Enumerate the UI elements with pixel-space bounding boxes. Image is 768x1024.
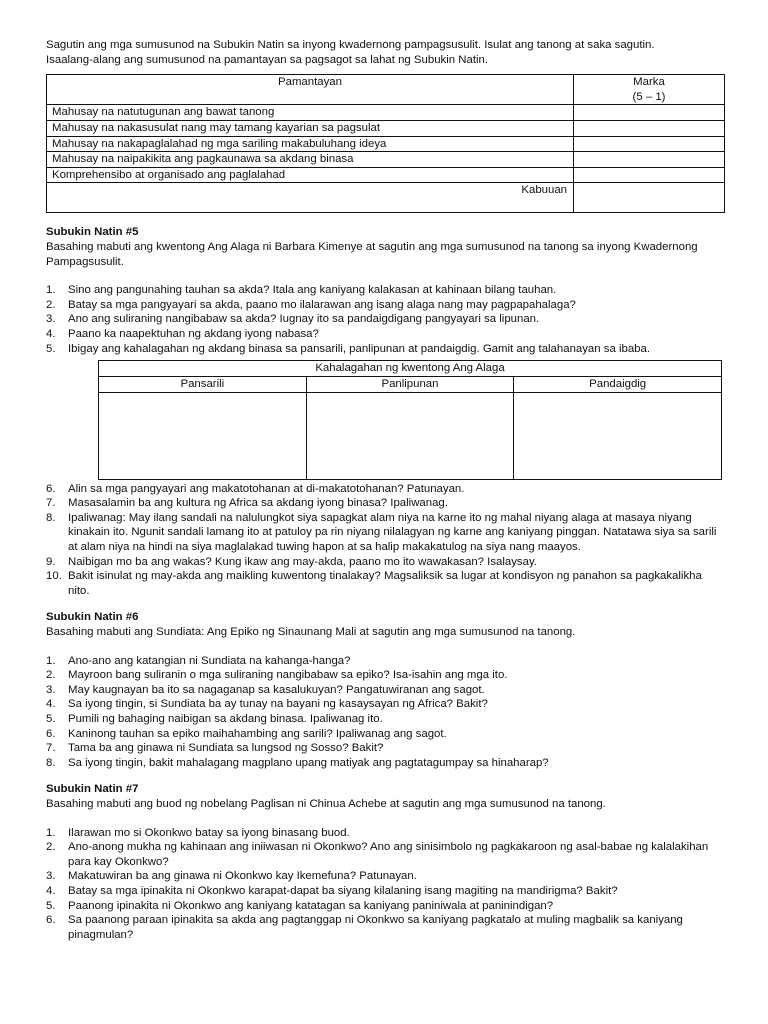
question-text: Ano ang suliraning nangibabaw sa akda? Iugnay ito sa pandaigdigang pangyayari sa lipunan. (68, 313, 540, 326)
section-6-title: Subukin Natin #6 (46, 611, 139, 624)
rubric-header-score-range: (5 – 1) (632, 90, 666, 103)
question-number: 2. (46, 298, 56, 311)
question-text: Ipaliwanag: May ilang sandali na nalulungkot siya sapagkat alam niya na karne ito ng mahal niyang alaga at masaya niyang kinakain ito. Ngunit sandali lamang ito at patuloy pa rin niyang nilalagyan ng karne ang kaniyang pinggan. Natatawa siya sa sarili at alam niya na hindi na siya maglalakad tuwing hapon at sa halip makakatulog na siya nang maayos. (68, 511, 717, 554)
rubric-criterion: Mahusay na naipakikita ang pagkaunawa sa akdang binasa (47, 152, 574, 168)
values-table-caption: Kahalagahan ng kwentong Ang Alaga (99, 361, 722, 377)
question-text: Mayroon bang suliranin o mga suliraning nangibabaw sa epiko? Isa-isahin ang mga ito. (68, 669, 508, 682)
question-item (46, 654, 726, 669)
section-7 (46, 782, 726, 942)
question-text: Alin sa mga pangyayari ang makatotohanan at di-makatotohanan? Patunayan. (68, 482, 465, 495)
values-answer-row (99, 392, 722, 479)
question-item (46, 712, 726, 727)
section-6-questions (46, 654, 726, 771)
question-number: 8. (46, 511, 56, 524)
question-number: 5. (46, 342, 56, 355)
values-col-pandaigdig: Pandaigdig (514, 377, 722, 393)
question-text: Batay sa mga pangyayari sa akda, paano mo ilalarawan ang isang alaga nang may pagpapahalaga? (68, 298, 576, 311)
question-text: Paanong ipinakita ni Okonkwo ang kaniyang katatagan sa kaniyang paniniwala at paninindigan? (68, 899, 554, 912)
question-text: Sa iyong tingin, bakit mahalagang magplano upang matiyak ang pagtatagumpay sa hinaharap? (68, 756, 549, 769)
values-caption-row (99, 361, 722, 377)
question-text: Batay sa mga ipinakita ni Okonkwo karapat-dapat ba siyang kilalaning isang magiting na mandirigma? Bakit? (68, 884, 618, 897)
values-answer-cell (514, 392, 722, 479)
question-text: Ilarawan mo si Okonkwo batay sa iyong binasang buod. (68, 826, 350, 839)
values-table (98, 360, 722, 480)
question-text: Sa paanong paraan ipinakita sa akda ang pagtanggap ni Okonkwo sa kaniyang pagkatalo at muling magbalik sa kaniyang pinagmulan? (68, 914, 683, 941)
question-number: 6. (46, 482, 56, 495)
values-header-row (99, 377, 722, 393)
section-5-questions-a (46, 283, 726, 356)
intro-line-2: Isaalang-alang ang sumusunod na pamantayan sa pagsagot sa lahat ng Subukin Natin. (46, 53, 489, 66)
question-item (46, 482, 726, 497)
question-text: Masasalamin ba ang kultura ng Africa sa akdang iyong binasa? Ipaliwanag. (68, 497, 448, 510)
rubric-table (46, 74, 725, 213)
question-item (46, 327, 726, 342)
question-number: 6. (46, 914, 56, 927)
question-text: Paano ka naapektuhan ng akdang iyong nabasa? (68, 327, 319, 340)
question-text: Makatuwiran ba ang ginawa ni Okonkwo kay Ikemefuna? Patunayan. (68, 870, 417, 883)
section-5-questions-b (46, 482, 726, 599)
question-item (46, 884, 726, 899)
section-7-questions (46, 826, 726, 943)
rubric-criterion: Mahusay na nakapaglalahad ng mga sariling makabuluhang ideya (47, 136, 574, 152)
question-text: May kaugnayan ba ito sa nagaganap sa kasalukuyan? Pangatuwiranan ang sagot. (68, 683, 485, 696)
question-item (46, 283, 726, 298)
rubric-criterion: Mahusay na natutugunan ang bawat tanong (47, 105, 574, 121)
rubric-row (47, 120, 725, 136)
question-item (46, 913, 726, 942)
values-answer-cell (99, 392, 307, 479)
question-text: Ano-anong mukha ng kahinaan ang iniiwasan ni Okonkwo? Ano ang sinisimbolo ng pagkakaroon ng asal-babae ng kalalakihan para kay Okonkwo? (68, 841, 709, 868)
section-5 (46, 225, 726, 598)
rubric-criterion: Komprehensibo at organisado ang paglalahad (47, 167, 574, 183)
question-item (46, 869, 726, 884)
question-number: 9. (46, 555, 56, 568)
question-number: 5. (46, 713, 56, 725)
rubric-total-cell (574, 183, 725, 213)
rubric-header-score-label: Marka (633, 76, 665, 89)
question-item (46, 826, 726, 841)
question-number: 10. (46, 570, 62, 583)
rubric-header-criteria: Pamantayan (47, 75, 574, 105)
question-number: 7. (46, 497, 56, 510)
section-7-title: Subukin Natin #7 (46, 783, 139, 796)
rubric-total-label: Kabuuan (47, 183, 574, 213)
rubric-row (47, 136, 725, 152)
question-item (46, 756, 726, 771)
rubric-score-cell (574, 120, 725, 136)
section-5-title: Subukin Natin #5 (46, 226, 139, 239)
rubric-score-cell (574, 152, 725, 168)
question-number: 4. (46, 327, 56, 340)
question-item (46, 298, 726, 313)
question-text: Pumili ng bahaging naibigan sa akdang binasa. Ipaliwanag ito. (68, 713, 383, 725)
values-answer-cell (306, 392, 514, 479)
question-item (46, 511, 726, 555)
section-7-instruction: Basahing mabuti ang buod ng nobelang Paglisan ni Chinua Achebe at sagutin ang mga sumusunod na tanong. (46, 797, 606, 810)
question-number: 8. (46, 756, 56, 769)
question-number: 2. (46, 841, 56, 854)
question-number: 1. (46, 826, 56, 839)
question-item (46, 342, 726, 357)
question-number: 3. (46, 683, 56, 696)
rubric-criterion: Mahusay na nakasusulat nang may tamang kayarian sa pagsulat (47, 120, 574, 136)
section-5-instruction: Basahing mabuti ang kwentong Ang Alaga ni Barbara Kimenye at sagutin ang mga sumusunod na tanong sa inyong Kwadernong Pampagsusulit. (46, 240, 698, 268)
question-number: 1. (46, 284, 56, 297)
rubric-header-row (47, 75, 725, 105)
question-text: Ano-ano ang katangian ni Sundiata na kahanga-hanga? (68, 654, 351, 667)
question-item (46, 496, 726, 511)
question-item (46, 727, 726, 742)
question-number: 2. (46, 669, 56, 682)
question-item (46, 312, 726, 327)
question-number: 7. (46, 742, 56, 755)
question-text: Sino ang pangunahing tauhan sa akda? Itala ang kaniyang kalakasan at kahinaan bilang tauhan. (68, 284, 557, 297)
rubric-score-cell (574, 136, 725, 152)
question-text: Kaninong tauhan sa epiko maihahambing ang sarili? Ipaliwanag ang sagot. (68, 727, 447, 740)
question-item (46, 683, 726, 698)
rubric-row (47, 167, 725, 183)
question-number: 3. (46, 870, 56, 883)
rubric-row (47, 152, 725, 168)
question-item (46, 741, 726, 756)
rubric-score-cell (574, 167, 725, 183)
question-number: 6. (46, 727, 56, 740)
intro (46, 38, 726, 67)
values-col-pansarili: Pansarili (99, 377, 307, 393)
question-text: Sa iyong tingin, si Sundiata ba ay tunay na bayani ng kasaysayan ng Africa? Bakit? (68, 698, 488, 711)
rubric-total-row (47, 183, 725, 213)
question-item (46, 555, 726, 570)
question-item (46, 569, 726, 598)
intro-line-1: Sagutin ang mga sumusunod na Subukin Natin sa inyong kwadernong pampagsusulit. Isulat ang tanong at saka sagutin. (46, 39, 655, 51)
question-item (46, 668, 726, 683)
section-6 (46, 610, 726, 770)
values-col-panlipunan: Panlipunan (306, 377, 514, 393)
question-number: 4. (46, 698, 56, 711)
question-number: 1. (46, 654, 56, 667)
question-number: 4. (46, 884, 56, 897)
question-item (46, 697, 726, 712)
question-number: 3. (46, 313, 56, 326)
question-item (46, 840, 726, 869)
question-item (46, 899, 726, 914)
rubric-header-score (574, 75, 725, 105)
rubric-row (47, 105, 725, 121)
section-6-instruction: Basahing mabuti ang Sundiata: Ang Epiko ng Sinaunang Mali at sagutin ang mga sumusunod na tanong. (46, 626, 576, 639)
question-text: Tama ba ang ginawa ni Sundiata sa lungsod ng Sosso? Bakit? (68, 742, 384, 755)
question-text: Bakit isinulat ng may-akda ang maikling kuwentong tinalakay? Magsaliksik sa lugar at kondisyon ng panahon sa pagkakalikha nito. (68, 570, 702, 597)
question-text: Naibigan mo ba ang wakas? Kung ikaw ang may-akda, paano mo ito wawakasan? Isalaysay. (68, 555, 537, 568)
question-number: 5. (46, 899, 56, 912)
rubric-score-cell (574, 105, 725, 121)
question-text: Ibigay ang kahalagahan ng akdang binasa sa pansarili, panlipunan at pandaigdig. Gamit ang talahanayan sa ibaba. (68, 342, 650, 355)
worksheet-page (46, 38, 726, 942)
